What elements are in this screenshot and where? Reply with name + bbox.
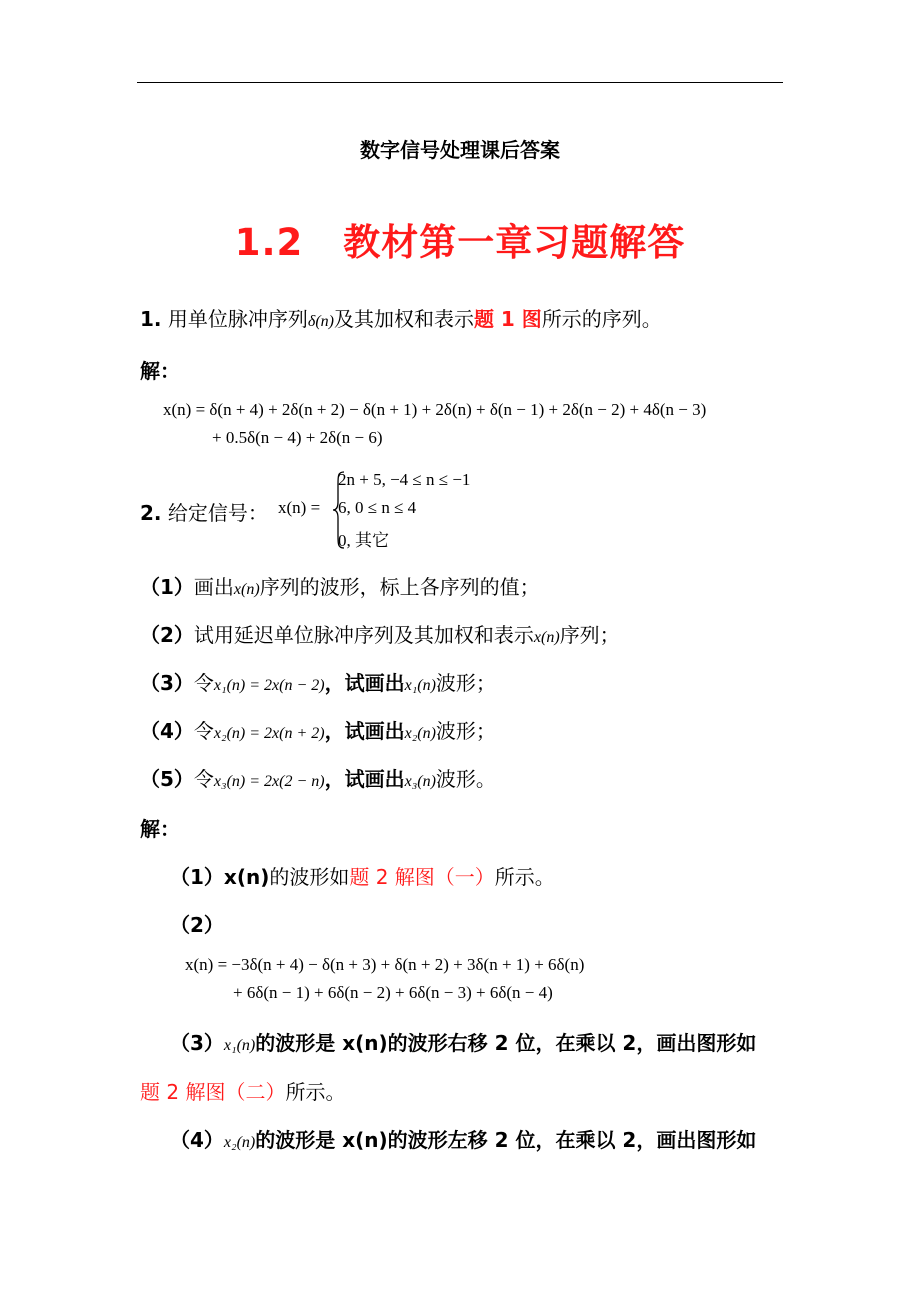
solution-figure-ref: 题 2 解图（一） bbox=[349, 865, 495, 889]
question-2-part-1 bbox=[140, 571, 540, 600]
part-math: x₃(n) bbox=[404, 773, 436, 790]
question-2-part-2 bbox=[140, 619, 620, 648]
part-text: 画出 bbox=[193, 575, 234, 599]
question-2-solution-label: 解： bbox=[140, 817, 180, 841]
header-rule bbox=[137, 82, 783, 83]
part-text: ，试画出 bbox=[324, 719, 405, 743]
solution-text: 的波形如 bbox=[269, 865, 350, 889]
part-text: 波形。 bbox=[435, 767, 496, 791]
part-math: x₂(n) bbox=[404, 725, 436, 742]
solution-part-3-continued bbox=[140, 1076, 345, 1105]
question-1-solution-label: 解： bbox=[140, 359, 180, 383]
solution-text: 的波形是 x(n)的波形右移 2 位，在乘以 2，画出图形如 bbox=[255, 1031, 757, 1055]
question-1-number: 1. bbox=[140, 307, 162, 331]
part-text: 波形； bbox=[435, 719, 496, 743]
question-2-text: 给定信号： bbox=[167, 501, 268, 525]
solution-math: x₂(n) bbox=[223, 1134, 256, 1151]
part-text: 令 bbox=[193, 671, 214, 695]
chapter-heading bbox=[0, 212, 920, 266]
chapter-number: 1.2 bbox=[234, 221, 304, 264]
chapter-title: 教材第一章习题解答 bbox=[343, 221, 686, 264]
part-math: x(n) bbox=[233, 581, 260, 598]
solution-text: 所示。 bbox=[494, 865, 555, 889]
part-text: 波形； bbox=[435, 671, 496, 695]
part-text: ，试画出 bbox=[324, 671, 405, 695]
part-text: 令 bbox=[193, 719, 214, 743]
question-2-part-4 bbox=[140, 715, 496, 744]
part-label: （3） bbox=[140, 671, 194, 695]
part-math: x₁(n) bbox=[404, 677, 436, 694]
piecewise-case-3: 0, 其它 bbox=[338, 531, 389, 550]
solution-text: 的波形是 x(n)的波形左移 2 位，在乘以 2，画出图形如 bbox=[255, 1128, 757, 1152]
part-label: （4） bbox=[140, 719, 194, 743]
solution-figure-ref: 题 2 解图（二） bbox=[140, 1080, 286, 1104]
question-1-equation-line-2: + 0.5δ(n − 4) + 2δ(n − 6) bbox=[212, 428, 383, 447]
question-1-math: δ(n) bbox=[307, 313, 334, 330]
part-text: 序列； bbox=[559, 623, 620, 647]
document-title: 数字信号处理课后答案 bbox=[360, 138, 560, 162]
question-1-text-b: 及其加权和表示 bbox=[333, 307, 474, 331]
piecewise-case-1: 2n + 5, −4 ≤ n ≤ −1 bbox=[338, 470, 471, 489]
question-1 bbox=[140, 303, 662, 332]
question-1-text-c: 所示的序列。 bbox=[541, 307, 662, 331]
question-2-number: 2. bbox=[140, 501, 162, 525]
question-1-text-a: 用单位脉冲序列 bbox=[167, 307, 308, 331]
solution-label: （3） bbox=[170, 1031, 224, 1055]
question-2-part-3 bbox=[140, 667, 496, 696]
part-label: （2） bbox=[140, 623, 194, 647]
piecewise-case-2: 6, 0 ≤ n ≤ 4 bbox=[338, 498, 417, 517]
solution-part-3 bbox=[170, 1027, 756, 1056]
part-math: x₂(n) = 2x(n + 2) bbox=[213, 725, 325, 742]
solution-part-1 bbox=[170, 861, 555, 890]
part-label: （5） bbox=[140, 767, 194, 791]
solution-math: x(n) bbox=[223, 865, 270, 889]
part-text: ，试画出 bbox=[324, 767, 405, 791]
question-1-equation-line-1: x(n) = δ(n + 4) + 2δ(n + 2) − δ(n + 1) + 2δ(n) + δ(n − 1) + 2δ(n − 2) + 4δ(n − 3) bbox=[163, 400, 707, 419]
question-2-lhs: x(n) = bbox=[278, 498, 321, 517]
solution-2-equation-line-2: + 6δ(n − 1) + 6δ(n − 2) + 6δ(n − 3) + 6δ(n − 4) bbox=[233, 983, 553, 1002]
solution-part-4 bbox=[170, 1124, 756, 1153]
solution-2-equation-line-1: x(n) = −3δ(n + 4) − δ(n + 3) + δ(n + 2) + 3δ(n + 1) + 6δ(n) bbox=[185, 955, 585, 974]
solution-label: （1） bbox=[170, 865, 224, 889]
solution-text: 所示。 bbox=[285, 1080, 346, 1104]
solution-part-2-label: （2） bbox=[170, 913, 224, 937]
part-math: x₃(n) = 2x(2 − n) bbox=[213, 773, 325, 790]
question-2 bbox=[140, 497, 268, 526]
part-math: x(n) bbox=[533, 629, 560, 646]
part-text: 试用延迟单位脉冲序列及其加权和表示 bbox=[193, 623, 534, 647]
part-text: 令 bbox=[193, 767, 214, 791]
solution-label: （4） bbox=[170, 1128, 224, 1152]
question-1-figure-ref: 题 1 图 bbox=[473, 307, 542, 331]
part-text: 序列的波形，标上各序列的值； bbox=[259, 575, 540, 599]
question-2-part-5 bbox=[140, 763, 496, 792]
solution-math: x₁(n) bbox=[223, 1037, 256, 1054]
part-label: （1） bbox=[140, 575, 194, 599]
part-math: x₁(n) = 2x(n − 2) bbox=[213, 677, 325, 694]
